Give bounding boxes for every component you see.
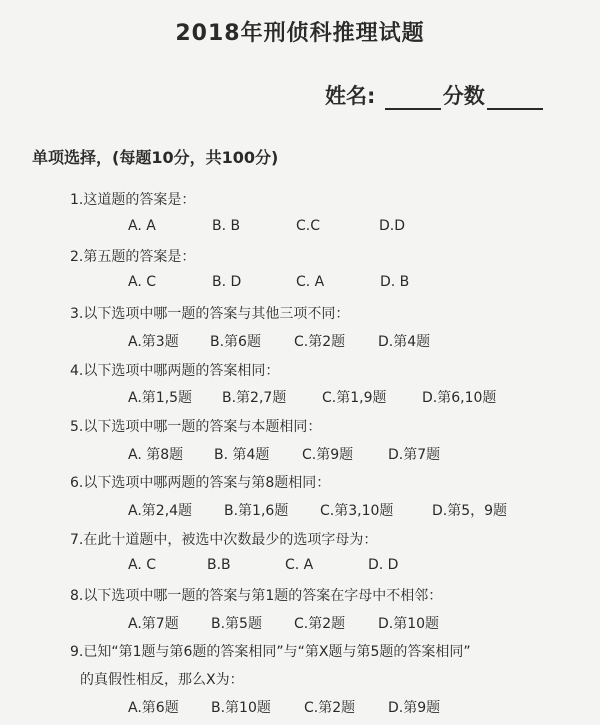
options-5	[0, 444, 600, 464]
option-d: D. D	[368, 557, 399, 573]
options-3	[0, 331, 600, 351]
question-9-continued: 的真假性相反，那么X为：	[80, 672, 244, 688]
option-c: C.第2题	[294, 334, 346, 350]
option-d: D.D	[379, 218, 406, 234]
score-label: 分数	[442, 84, 485, 108]
options-9	[0, 697, 600, 717]
option-b: B.第5题	[211, 616, 262, 632]
name-blank	[385, 88, 441, 110]
question-2: 2.第五题的答案是：	[70, 249, 196, 265]
question-1: 1.这道题的答案是：	[70, 192, 196, 208]
name-label: 姓名:	[325, 84, 376, 108]
question-6: 6.以下选项中哪两题的答案与第8题相同：	[70, 475, 331, 491]
options-8	[0, 613, 600, 633]
option-d: D.第6,10题	[422, 390, 497, 406]
question-8: 8.以下选项中哪一题的答案与第1题的答案在字母中不相邻：	[70, 588, 443, 604]
option-b: B.第1,6题	[224, 503, 289, 519]
option-b: B. 第4题	[214, 447, 270, 463]
option-c: C.第2题	[294, 616, 346, 632]
option-c: C.第2题	[304, 700, 356, 716]
option-c: C.C	[296, 218, 321, 234]
options-2	[0, 274, 600, 294]
option-a: A.第7题	[128, 616, 179, 632]
name-score-bar	[325, 80, 545, 110]
option-a: A. C	[128, 557, 157, 573]
option-b: B. B	[212, 218, 241, 234]
option-a: A.第3题	[128, 334, 179, 350]
question-9: 9.已知“第1题与第6题的答案相同”与“第X题与第5题的答案相同”	[70, 644, 471, 660]
option-a: A. C	[128, 274, 157, 290]
option-c: C.第1,9题	[322, 390, 387, 406]
option-d: D.第5，9题	[432, 503, 508, 519]
option-d: D.第9题	[388, 700, 441, 716]
option-b: B.B	[207, 557, 231, 573]
question-7: 7.在此十道题中，被选中次数最少的选项字母为：	[70, 532, 378, 548]
option-b: B.第2,7题	[222, 390, 287, 406]
option-a: A. A	[128, 218, 156, 234]
option-b: B. D	[212, 274, 242, 290]
option-b: B.第6题	[210, 334, 261, 350]
option-d: D.第4题	[378, 334, 431, 350]
section-heading: 单项选择，(每题10分，共100分)	[32, 148, 279, 167]
option-c: C.第3,10题	[320, 503, 394, 519]
option-d: D. B	[380, 274, 410, 290]
question-5: 5.以下选项中哪一题的答案与本题相同：	[70, 419, 322, 435]
question-4: 4.以下选项中哪两题的答案相同：	[70, 363, 280, 379]
option-a: A.第1,5题	[128, 390, 193, 406]
option-d: D.第7题	[388, 447, 441, 463]
options-4	[0, 387, 600, 407]
exam-title: 2018年刑侦科推理试题	[175, 21, 425, 46]
options-7	[0, 557, 600, 577]
option-c: C. A	[296, 274, 325, 290]
score-blank	[487, 88, 543, 110]
option-c: C.第9题	[302, 447, 354, 463]
option-b: B.第10题	[211, 700, 271, 716]
options-6	[0, 500, 600, 520]
options-1	[0, 218, 600, 238]
question-3: 3.以下选项中哪一题的答案与其他三项不同：	[70, 306, 350, 322]
option-d: D.第10题	[378, 616, 440, 632]
option-c: C. A	[285, 557, 314, 573]
option-a: A.第2,4题	[128, 503, 193, 519]
option-a: A. 第8题	[128, 447, 184, 463]
option-a: A.第6题	[128, 700, 179, 716]
